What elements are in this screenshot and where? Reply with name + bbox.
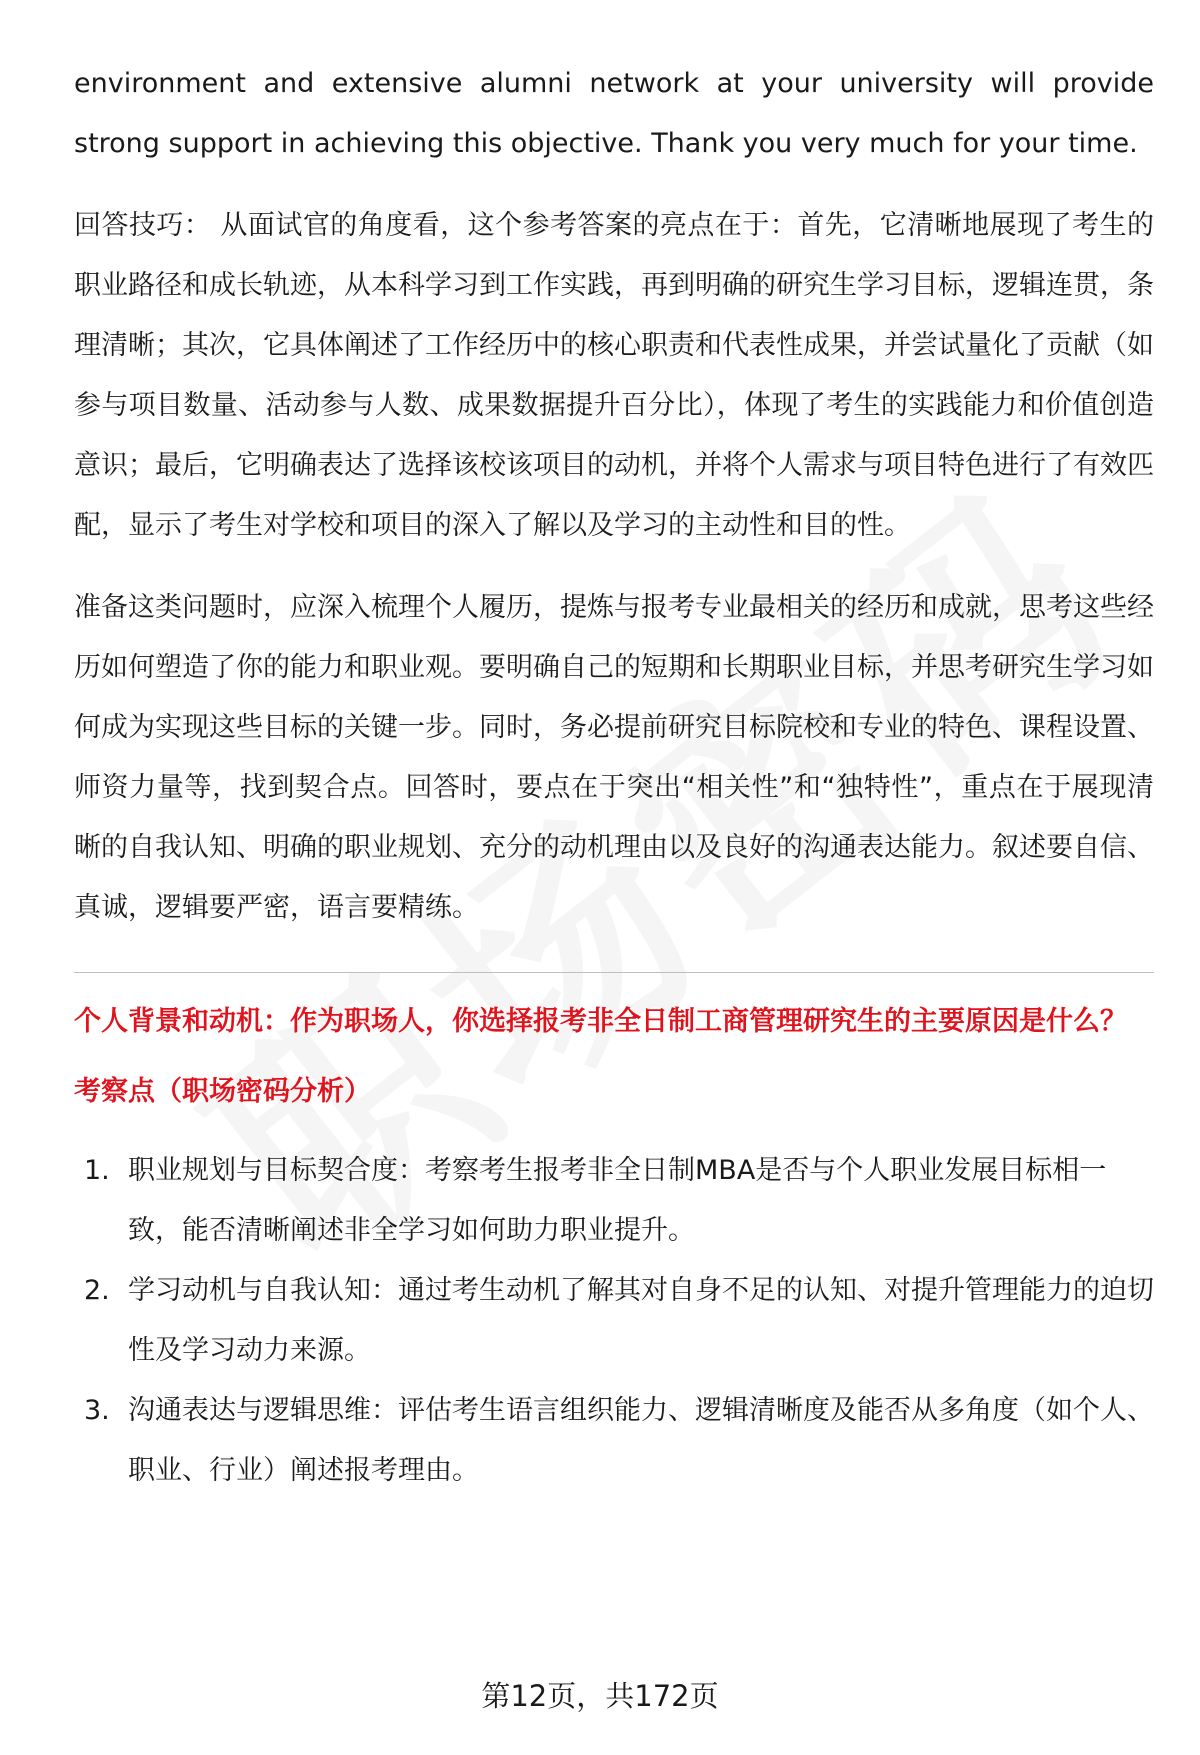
- section-title: 考察点（职场密码分析）: [74, 1076, 371, 1107]
- list-item: [74, 1141, 1154, 1261]
- list-item-number: 3.: [84, 1395, 110, 1426]
- question-title: 个人背景和动机：作为职场人，你选择报考非全日制工商管理研究生的主要原因是什么？: [74, 1006, 1127, 1037]
- analysis-points-list: [74, 1141, 1154, 1501]
- list-item-text: 沟通表达与逻辑思维：评估考生语言组织能力、逻辑清晰度及能否从多角度（如个人、职业、行业）阐述报考理由。: [128, 1395, 1154, 1486]
- list-item-number: 1.: [84, 1155, 110, 1186]
- list-item-text: 学习动机与自我认知：通过考生动机了解其对自身不足的认知、对提升管理能力的迫切性及学习动力来源。: [128, 1275, 1154, 1366]
- page-content: [74, 54, 1154, 1501]
- prep-paragraph: 准备这类问题时，应深入梳理个人履历，提炼与报考专业最相关的经历和成就，思考这些经历如何塑造了你的能力和职业观。要明确自己的短期和长期职业目标，并思考研究生学习如何成为实现这些目标的关键一步。同时，务必提前研究目标院校和专业的特色、课程设置、师资力量等，找到契合点。回答时，要点在于突出“相关性”和“独特性”，重点在于展现清晰的自我认知、明确的职业规划、充分的动机理由以及良好的沟通表达能力。叙述要自信、真诚，逻辑要严密，语言要精练。: [74, 592, 1154, 923]
- list-item: [74, 1261, 1154, 1381]
- intro-paragraph: environment and extensive alumni network at your university will provide strong support in achieving this objective. Thank you very much for your time.: [74, 68, 1154, 159]
- list-item-text: 职业规划与目标契合度：考察考生报考非全日制MBA是否与个人职业发展目标相一致，能否清晰阐述非全学习如何助力职业提升。: [128, 1155, 1107, 1246]
- tips-paragraph: 回答技巧： 从面试官的角度看，这个参考答案的亮点在于：首先，它清晰地展现了考生的职业路径和成长轨迹，从本科学习到工作实践，再到明确的研究生学习目标，逻辑连贯，条理清晰；其次，它具体阐述了工作经历中的核心职责和代表性成果，并尝试量化了贡献（如参与项目数量、活动参与人数、成果数据提升百分比），体现了考生的实践能力和价值创造意识；最后，它明确表达了选择该校该项目的动机，并将个人需求与项目特色进行了有效匹配，显示了考生对学校和项目的深入了解以及学习的主动性和目的性。: [74, 210, 1154, 541]
- list-item: [74, 1381, 1154, 1501]
- page-number-footer: 第12页，共172页: [481, 1679, 719, 1713]
- list-item-number: 2.: [84, 1275, 110, 1306]
